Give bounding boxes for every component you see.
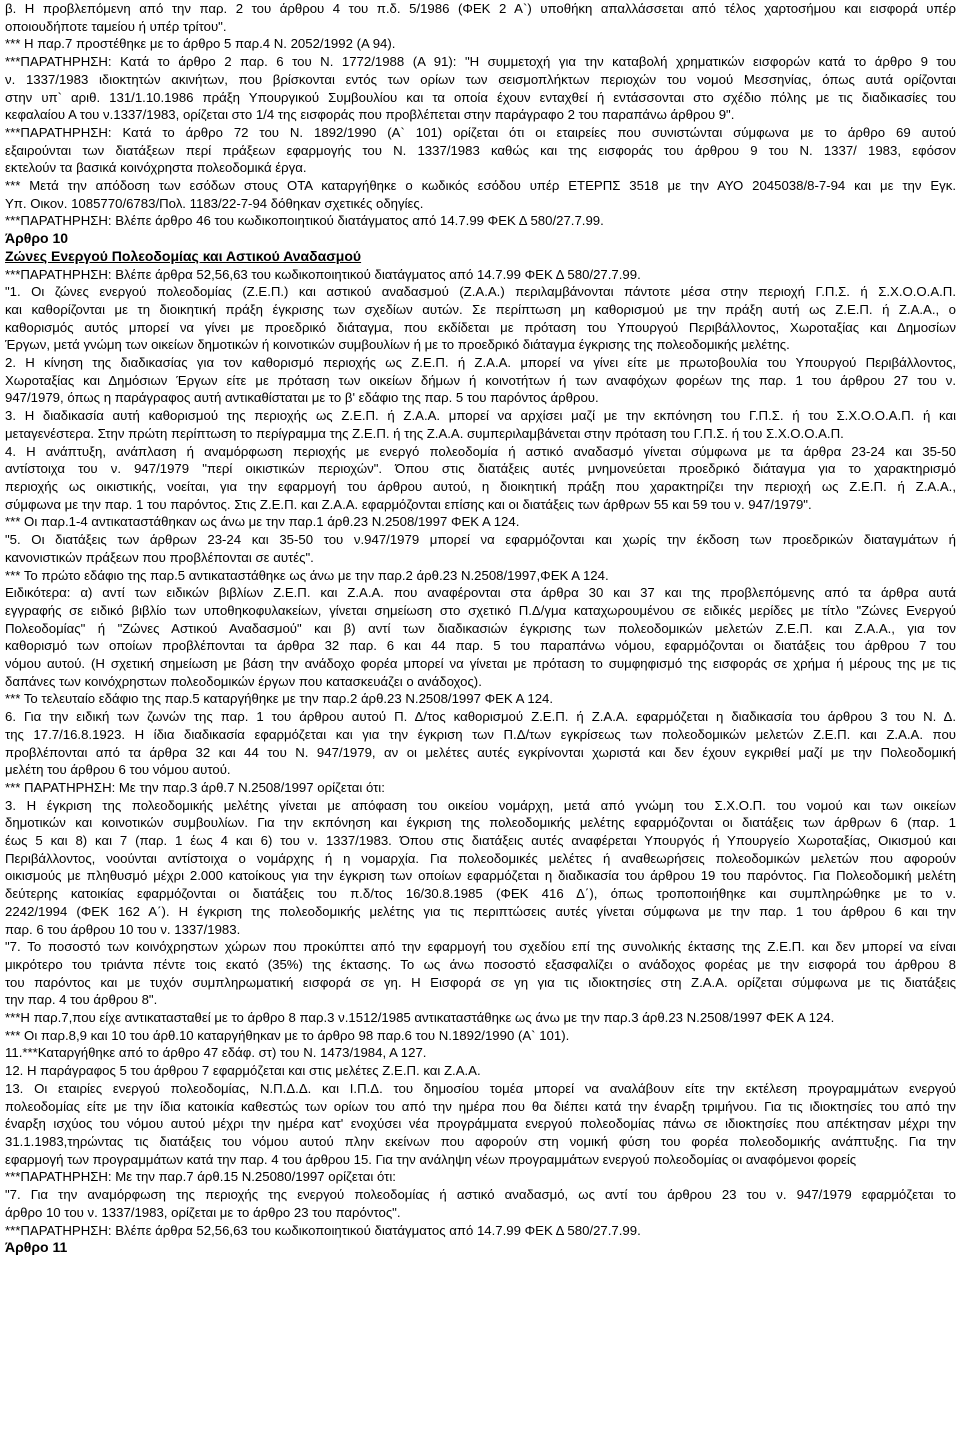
text-line: ***ΠΑΡΑΤΗΡΗΣΗ: Κατά το άρθρο 72 του Ν. 1892/1990 (Α` 101) ορίζεται ότι οι εταιρείες που συνιστώνται σύμφωνα με το άρθρο 69 αυτού xyxy=(5,124,956,140)
text-line: *** Το τελευταίο εδάφιο της παρ.5 καταργήθηκε με την παρ.2 άρθ.23 Ν.2508/1997 ΦΕΚ Α 124. xyxy=(5,691,554,707)
text-line: παρ. 6 του άρθρου 10 του ν. 1337/1983. xyxy=(5,921,241,937)
text-line: εφαρμογή των προγραμμάτων κατά την παρ. 4 του άρθρου 15. Για την ανάληψη νέων προγραμμάτων ενεργού πολεοδομίας οι αναφόμενοι φορείς xyxy=(5,1151,857,1167)
text-line: έως 5 και 8) και 7 (παρ. 1 έως 4 και 6) του ν. 1337/1983. Όπου στις διατάξεις αυτές αναφέρεται Υπουργός ή Υπουργείο Χωροταξίας, Οικισμού και xyxy=(5,833,956,849)
text-line: "1. Οι ζώνες ενεργού πολεοδομίας (Ζ.Ε.Π.) και αστικού αναδασμού (Ζ.Α.Α.) περιλαμβάνονται πάντοτε μέσα στην περιοχή Γ.Π.Σ. ή Σ.Χ.Ο.Ο.Α.Π. xyxy=(5,284,956,300)
text-line: Πολεοδομίας" ή "Ζώνες Αστικού Αναδασμού" και β) αντί των διαδικασιών έγκρισης των πολεοδομικών μελετών Ζ.Ε.Π. και Ζ.Α.Α., για τον xyxy=(5,620,956,636)
text-line: "7. Για την αναμόρφωση της περιοχής της ενεργού πολεοδομίας ή αστικό αναδασμό, ως αντί του άρθρου 23 του ν. 947/1979 εφαρμόζεται το xyxy=(5,1187,956,1203)
text-line: 2. Η κίνηση της διαδικασίας για τον καθορισμό περιοχής ως Ζ.Ε.Π. ή Ζ.Α.Α. μπορεί να γίνει είτε με πρωτοβουλία του Υπουργού Περιβάλλοντος, xyxy=(5,355,956,371)
text-line: 11.***Καταργήθηκε από το άρθρο 47 εδάφ. στ) του Ν. 1473/1984, Α 127. xyxy=(5,1045,427,1061)
text-line: 13. Οι εταιρίες ενεργού πολεοδομίας, Ν.Π.Δ.Δ. και Ι.Π.Δ. του δημοσίου τομέα μπορεί να αναλάβουν είτε την εκτέλεση προγραμμάτων ενεργού xyxy=(5,1080,956,1096)
text-line: στην υπ` αριθ. 131/1.10.1986 πράξη Υπουργικού Συμβουλίου και τα οποία έχουν ενταχθεί ή εντάσσονται στο σχέδιο πόλης με τις διαδικασίες του xyxy=(5,89,956,105)
text-line: *** Οι παρ.8,9 και 10 του άρθ.10 καταργήθηκαν με το άρθρο 98 παρ.6 του Ν.1892/1990 (Α` 101). xyxy=(5,1027,570,1043)
text-line: ***ΠΑΡΑΤΗΡΗΣΗ: Βλέπε άρθρο 46 του κωδικοποιητικού διατάγματος από 14.7.99 ΦΕΚ Δ 580/27.7.99. xyxy=(5,213,604,229)
text-line: ***ΠΑΡΑΤΗΡΗΣΗ: Κατά το άρθρο 2 παρ. 6 του Ν. 1772/1988 (Α 91): "Η συμμετοχή για την καταβολή χρηματικών εισφορών κατά το άρθρο 9 του xyxy=(5,54,956,70)
text-line: του παρόντος και με τυχόν συμπληρωματική εισφορά σε γη. Η Εισφορά σε γη για τις ιδιοκτησίες στη Ζ.Α.Α. ορίζεται σύμφωνα με τις διατάξεις xyxy=(5,974,956,990)
text-line: μικρότερο του τριάντα πέντε τοις εκατό (35%) της έκτασης. Το ως άνω ποσοστό εξασφαλίζει ο ανάδοχος φορέας με την εισφορά του άρθρου 8 xyxy=(5,956,956,972)
text-line: δαπάνες των κοινόχρηστων πολεοδομικών έργων που κατασκευάζει ο ανάδοχος). xyxy=(5,673,482,689)
text-line: της 17.7/16.8.1923. Η ίδια διαδικασία εφαρμόζεται και για την έγκριση των Π.Δ/των εγκρίσεως των πολεοδομικών μελετών Ζ.Ε.Π. και Ζ.Α.Α. που xyxy=(5,726,956,742)
text-line: έναρξη ισχύος του νόμου αυτού μέχρι την ημέρα κατ' ενοχύσει νέα προγράμματα ενεργού πολεοδομίας πάνω σε ιδιοκτησίες που απέκτησαν μέχρι την xyxy=(5,1116,956,1132)
text-line: β. Η προβλεπόμενη από την παρ. 2 του άρθρου 4 του π.δ. 5/1986 (ΦΕΚ 2 Α`) υποθήκη απαλλάσσεται από τέλος χαρτοσήμου και εισφορά υπέρ xyxy=(5,1,956,16)
text-line: 31.1.1983,τηρώντας τις διατάξεις του νόμου αυτού πλην εκείνων που αφορούν στη νομική φύση του φορέα πολεοδομικής ανάπτυξης. Για την xyxy=(5,1134,956,1149)
text-line: Ειδικότερα: α) αντί των ειδικών βιβλίων Ζ.Ε.Π. και Ζ.Α.Α. που αναφέρονται στα άρθρα 30 και 37 και της προβλεπόμενης από τα άρθρα αυτά xyxy=(5,585,956,601)
text-line: ν. 1337/1983 ιδιοκτητών ακινήτων, που βρίσκονται εντός των ορίων των σεισμοπλήκτων περιοχών του νομού Μεσσηνίας, όπως αυτά ορίζονται xyxy=(5,71,956,87)
text-line: 12. Η παράγραφος 5 του άρθρου 7 εφαρμόζεται και στις μελέτες Ζ.Ε.Π. και Ζ.Α.Α. xyxy=(5,1063,481,1079)
text-line: καθορισμός αυτός μπορεί να γίνει με προεδρικό διάταγμα, που εκδίδεται με πρόταση του Υπουργού Περιβάλλοντος, Χωροταξίας και Δημοσίων xyxy=(5,319,956,335)
text-line: μελέτη του άρθρου 6 του νόμου αυτού. xyxy=(5,762,231,778)
text-block-article-10 xyxy=(5,266,956,1240)
text-line: *** Η παρ.7 προστέθηκε με το άρθρο 5 παρ.4 Ν. 2052/1992 (Α 94). xyxy=(5,36,396,52)
text-line: Χωροταξίας και Δημόσιων Έργων είτε με πρόταση των οικείων δήμων ή κοινοτήτων ή των αναφόχων φορέων της παρ. 1 του άρθρου 27 του ν. xyxy=(5,372,956,388)
text-line: περιοχής ως οικιστικής, νοείται, για την εφαρμογή του άρθρου αυτού, η διοικητική πράξη που χαρακτηρίζει την περιοχή ως Ζ.Ε.Π. ή Ζ.Α.Α., xyxy=(5,478,956,494)
text-line: καθορισμό των οποίων προβλέπονται τα άρθρα 32 παρ. 6 και 44 παρ. 5 του παραπάνω νόμου, εφαρμόζονται οι διατάξεις του άρθρου 7 του xyxy=(5,638,956,654)
text-line: 6. Για την ειδική των ζωνών της παρ. 1 του άρθρου αυτού Π. Δ/τος καθορισμού Ζ.Ε.Π. ή Ζ.Α.Α. εφαρμόζεται η διαδικασία του άρθρου 3 του Ν. Δ. xyxy=(5,709,956,725)
text-block-top xyxy=(5,0,956,230)
text-line: οικισμούς με πληθυσμό μέχρι 2.000 κατοίκους για την έγκριση των οποίων εφαρμόζεται η διαδικασία του άρθρου 19 του παρόντος. Για Πολεοδομική μελέτη xyxy=(5,868,956,884)
text-line: 3. Η διαδικασία αυτή καθορισμού της περιοχής ως Ζ.Ε.Π. ή Ζ.Α.Α. μπορεί να αρχίσει μαζί με την εκπόνηση του Γ.Π.Σ. ή του Σ.Χ.Ο.Ο.Α.Π. ή και xyxy=(5,408,956,424)
text-line: "5. Οι διατάξεις των άρθρων 23-24 και 35-50 του ν.947/1979 μπορεί να εφαρμόζονται και χωρίς την έκδοση των προεδρικών διαταγμάτων ή xyxy=(5,532,956,548)
text-line: νόμου αυτού. (Η σχετική σημείωση με βάση την ανάδοχο φορέα μπορεί να γίνεται με πρόταση το συμφηφισμό της εισφοράς σε χρήμα ή μέρους της με τις xyxy=(5,656,956,672)
text-line: 3. Η έγκριση της πολεοδομικής μελέτης γίνεται με απόφαση του οικείου νομάρχη, μετά από γνώμη του Σ.Χ.Ο.Π. του νομού και των οικείων xyxy=(5,797,956,813)
text-line: εκτελούν τα βασικά κοινόχρηστα πολεοδομικά έργα. xyxy=(5,160,307,176)
text-line: *** Οι παρ.1-4 αντικαταστάθηκαν ως άνω με την παρ.1 άρθ.23 Ν.2508/1997 ΦΕΚ Α 124. xyxy=(5,514,520,530)
text-line: ***ΠΑΡΑΤΗΡΗΣΗ: Βλέπε άρθρα 52,56,63 του κωδικοποιητικού διατάγματος από 14.7.99 ΦΕΚ Δ 580/27.7.99. xyxy=(5,1222,641,1238)
text-line: και καθορίζονται με τη διοικητική πράξη έγκρισης των σχεδίων αυτών. Σε περίπτωση μη καθορισμού με την πράξη αυτή ως Ζ.Ε.Π. ή Ζ.Α.Α., ο xyxy=(5,301,956,317)
text-line: *** Το πρώτο εδάφιο της παρ.5 αντικαταστάθηκε ως άνω με την παρ.2 άρθ.23 Ν.2508/1997,ΦΕΚ Α 124. xyxy=(5,567,609,583)
text-line: κανονιστικών πράξεων που προβλέπονται σε αυτές". xyxy=(5,549,314,565)
text-line: 4. Η ανάπτυξη, ανάπλαση ή αναμόρφωση περιοχής με ενεργό πολεοδομία ή αστικό αναδασμό γίνεται σύμφωνα με τα άρθρα 23-24 και 35-50 xyxy=(5,443,956,459)
text-line: "7. Το ποσοστό των κοινόχρηστων χώρων που προκύπτει από την εφαρμογή του σχεδίου επί της συνολικής έκτασης της Ζ.Ε.Π. και δεν μπορεί να είναι xyxy=(5,939,956,955)
text-line: δεύτερης κατοικίας εφαρμόζονται οι διατάξεις του π.δ/τος 16/30.8.1985 (ΦΕΚ 416 Δ΄), όπως τροποποιήθηκε και συμπληρώθηκε με το ν. xyxy=(5,886,956,902)
text-line: προβλέπονται από τα άρθρα 32 και 44 του Ν. 947/1979, αν οι μελέτες αυτές εγκρίνονται χωριστά και δεν έχουν εγκριθεί μαζί με την Πολεοδομική xyxy=(5,744,956,760)
text-line: *** ΠΑΡΑΤΗΡΗΣΗ: Με την παρ.3 άρθ.7 Ν.2508/1997 ορίζεται ότι: xyxy=(5,779,385,795)
text-line: οποιουδήποτε ταμείου ή υπέρ τρίτου". xyxy=(5,18,227,34)
text-line: *** Μετά την απόδοση των εσόδων στους ΟΤΑ καταργήθηκε ο κωδικός εσόδου υπέρ ΕΤΕΡΠΣ 3518 με την ΑΥΟ 2045038/8-7-94 και με την Εγκ. xyxy=(5,178,956,194)
text-line: πολεοδομίας είτε με την ίδια κατοικία καθεστώς των ορίων του από την ημέρα που θα διέπει κατά την έναρξη τριμήνου. Για τις ιδιοκτησίες του από την xyxy=(5,1098,956,1114)
text-line: κεφαλαίου Α του ν.1337/1983, ορίζεται στο 1/4 της εισφοράς που προβλέπεται στην παράγραφο 2 του παραπάνω άρθρου 9". xyxy=(5,107,735,123)
text-line: μεταγενέστερα. Στην πρώτη περίπτωση το περίγραμμα της Ζ.Ε.Π. ή της Ζ.Α.Α. συμπεριλαμβάνεται στην πρόταση του Γ.Π.Σ. ή του Σ.Χ.Ο.Ο.Α.Π. xyxy=(5,425,844,441)
text-line: ***Η παρ.7,που είχε αντικατασταθεί με το άρθρο 8 παρ.3 ν.1512/1985 αντικαταστάθηκε ως άνω με την παρ.3 άρθ.23 Ν.2508/1997 ΦΕΚ Α 124. xyxy=(5,1010,835,1026)
article-10-heading: Άρθρο 10 xyxy=(5,230,69,247)
text-line: 2242/1994 (ΦΕΚ 162 Α΄). Η έγκριση της πολεοδομικής μελέτης για τις περιπτώσεις αυτές γίνεται σύμφωνα με την παρ. 1 του άρθρου 6 και την xyxy=(5,903,956,919)
text-line: Υπ. Οικον. 1085770/6783/Πολ. 1183/22-7-94 δόθηκαν σχετικές οδηγίες. xyxy=(5,195,424,211)
text-line: σύμφωνα με την παρ. 1 του παρόντος. Στις Ζ.Ε.Π. και Ζ.Α.Α. εφαρμόζονται επίσης και οι διατάξεις των άρθρων 55 και 59 του ν. 947/1979". xyxy=(5,496,812,512)
text-line: ***ΠΑΡΑΤΗΡΗΣΗ: Με την παρ.7 άρθ.15 Ν.25080/1997 ορίζεται ότι: xyxy=(5,1169,396,1185)
text-line: 947/1979, όπως η παράγραφος αυτή αντικαθίσταται με το β' εδάφιο της παρ. 5 του παρόντος άρθρου. xyxy=(5,390,599,406)
text-line: την παρ. 4 του άρθρου 8". xyxy=(5,992,158,1008)
text-line: εξαιρούνται των διατάξεων περί πράξεων εφαρμογής του Ν. 1337/1983 καθώς και της εισφοράς του άρθρου 9 του Ν. 1337/ 1983, εφόσον xyxy=(5,142,956,158)
article-10-title: Ζώνες Ενεργού Πολεοδομίας και Αστικού Αναδασμού xyxy=(5,247,362,264)
text-line: Περιβάλλοντος, νοούνται αντίστοιχα ο νομάρχης ή η νομαρχία. Για πολεοδομικές μελέτες ή αναθεωρήσεις πολεοδομικών μελετών που αφορούν xyxy=(5,850,956,866)
text-line: Έργων, μετά γνώμη των οικείων δημοτικών ή κοινοτικών συμβουλίων ή με το προεδρικό διάταγμα έγκρισης της πολεοδομικής μελέτης. xyxy=(5,337,790,353)
text-line: αντίστοιχα του ν. 947/1979 "περί οικιστικών περιοχών". Όπου στις διατάξεις αυτές μνημονεύεται προεδρικό διάταγμα για το χαρακτηρισμό xyxy=(5,461,956,477)
text-line: ***ΠΑΡΑΤΗΡΗΣΗ: Βλέπε άρθρα 52,56,63 του κωδικοποιητικού διατάγματος από 14.7.99 ΦΕΚ Δ 580/27.7.99. xyxy=(5,266,641,282)
text-line: δημοτικών και κοινοτικών συμβουλίων. Για την εκπόνηση και έγκριση της πολεοδομικής μελέτης εφαρμόζονται οι διατάξεις των άρθρων 6 (παρ. 1 xyxy=(5,815,956,831)
text-line: άρθρο 10 του ν. 1337/1983, ορίζεται με το άρθρο 23 του παρόντος". xyxy=(5,1204,401,1220)
text-line: εγγραφής σε ειδικό βιβλίο των υποθηκοφυλακείων, γίνεται σημείωση στο σχετικό Π.Δ/γμα καταχωρουμένου σε ειδικές μερίδες με τίτλο "Ζώνες Ενεργού xyxy=(5,602,956,618)
article-11-heading: Άρθρο 11 xyxy=(5,1239,68,1256)
